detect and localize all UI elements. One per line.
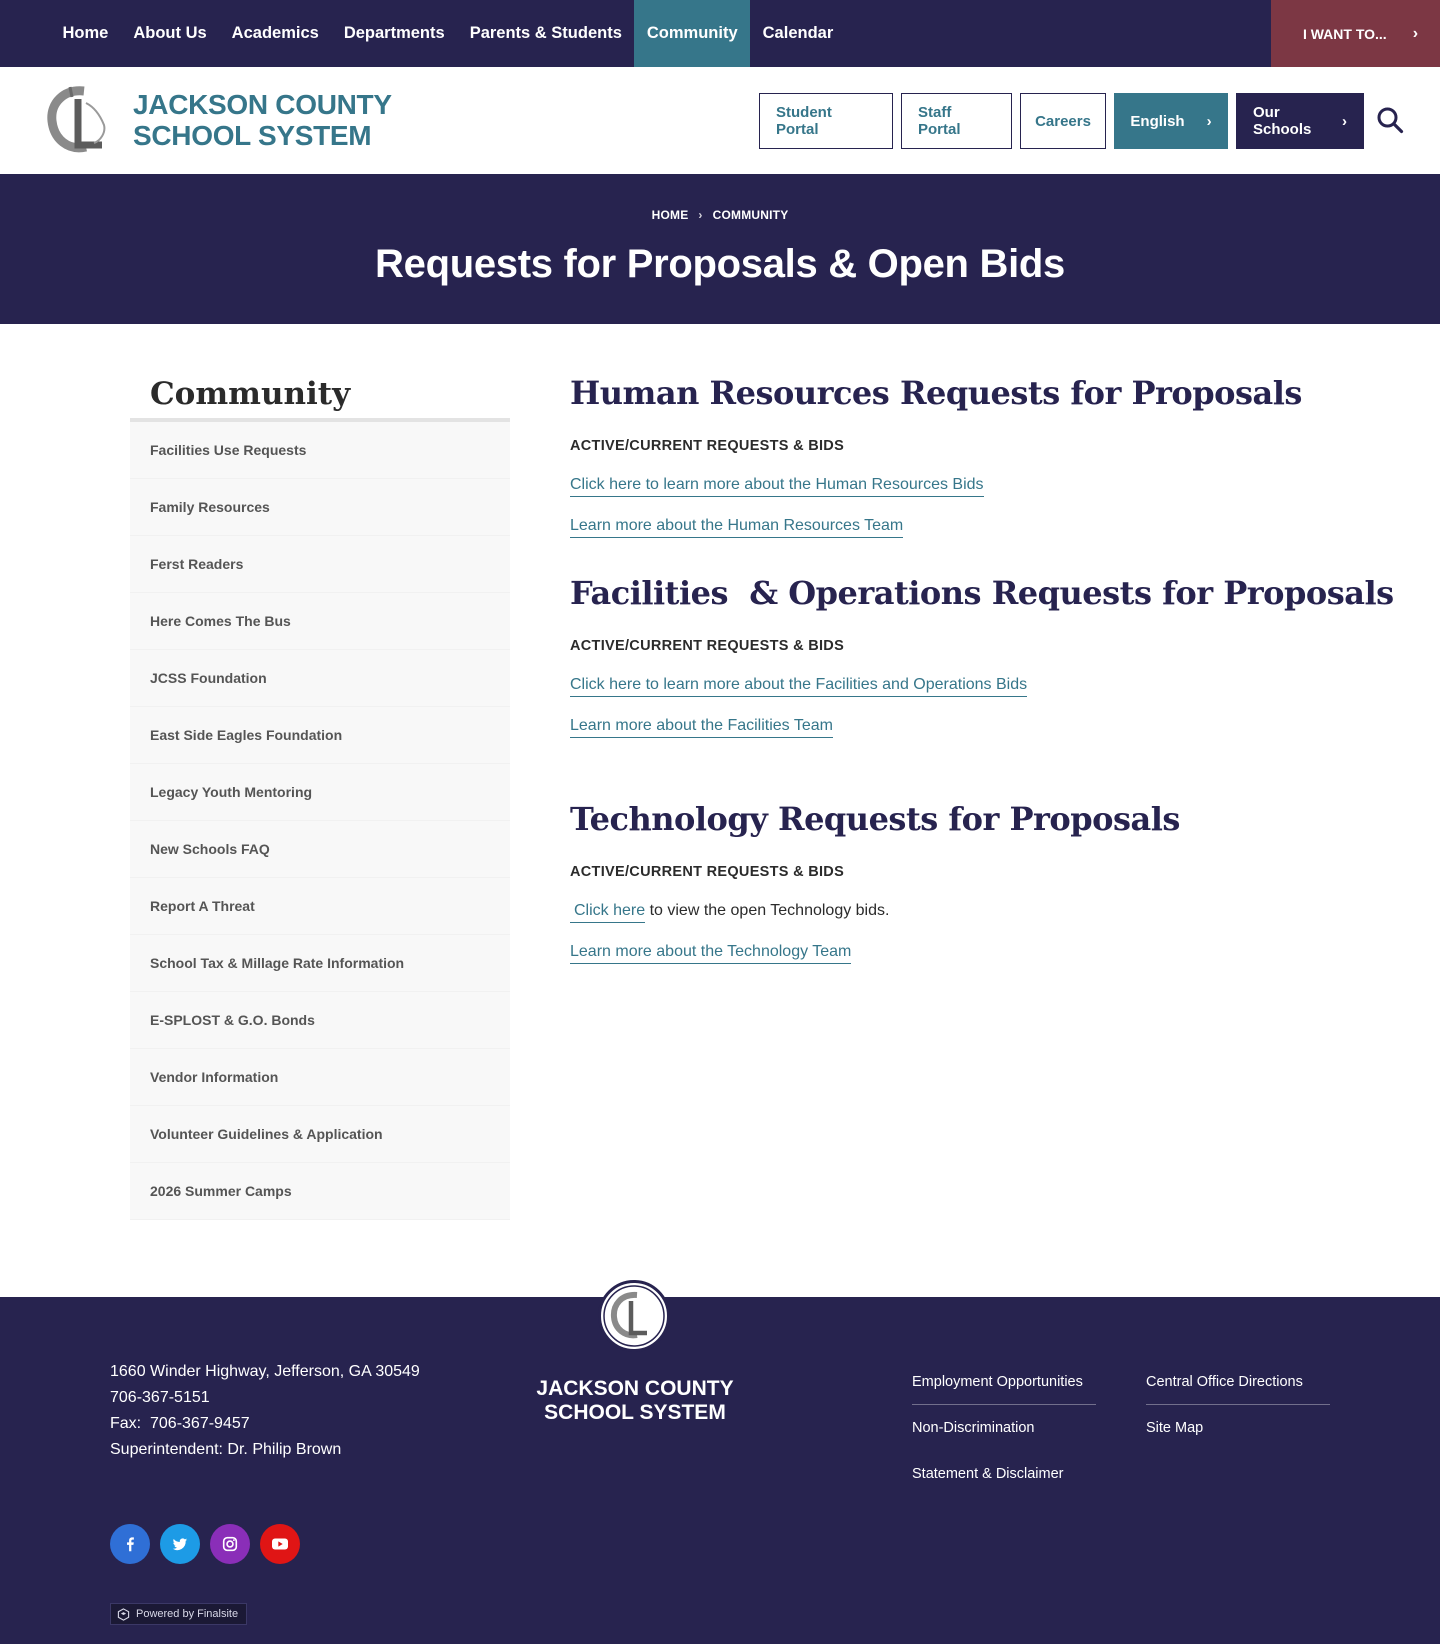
youtube-icon[interactable] <box>260 1524 300 1564</box>
page-banner <box>0 174 1440 324</box>
footer-address: 1660 Winder Highway, Jefferson, GA 30549 <box>110 1363 420 1380</box>
our-schools-label: Our Schools <box>1253 104 1312 138</box>
footer-links <box>912 1359 1332 1497</box>
main-content <box>0 324 1440 1297</box>
sidebar-item-facilities-use-requests[interactable]: Facilities Use Requests <box>130 422 510 479</box>
staff-portal-button[interactable]: Staff Portal <box>901 93 1012 149</box>
hr-section <box>570 374 1350 538</box>
breadcrumb-community[interactable]: COMMUNITY <box>712 208 789 222</box>
footer-link-statement[interactable]: Statement & Disclaimer <box>912 1466 1064 1482</box>
hr-team-link[interactable]: Learn more about the Human Resources Team <box>570 517 903 538</box>
page-title: Requests for Proposals & Open Bids <box>375 242 1065 286</box>
footer-link-directions[interactable]: Central Office Directions <box>1146 1359 1330 1405</box>
breadcrumb-home[interactable]: HOME <box>651 208 689 222</box>
facilities-bids-link[interactable]: Click here to learn more about the Facilities and Operations Bids <box>570 676 1027 697</box>
chevron-right-icon: › <box>1206 112 1212 130</box>
twitter-icon[interactable] <box>160 1524 200 1564</box>
powered-by-badge[interactable] <box>110 1603 247 1625</box>
footer-phone[interactable]: 706-367-5151 <box>110 1389 210 1406</box>
logo-line-1: JACKSON COUNTY <box>133 89 392 120</box>
site-logo[interactable] <box>44 85 392 155</box>
technology-team-link[interactable]: Learn more about the Technology Team <box>570 943 851 964</box>
nav-home[interactable]: Home <box>62 24 109 42</box>
facilities-team-link[interactable]: Learn more about the Facilities Team <box>570 717 833 738</box>
logo-line-2: SCHOOL SYSTEM <box>133 120 372 151</box>
footer-link-employment[interactable]: Employment Opportunities <box>912 1359 1096 1405</box>
hr-bids-link[interactable]: Click here to learn more about the Human Resources Bids <box>570 476 984 497</box>
i-want-to-button[interactable] <box>1271 0 1440 67</box>
sidebar-item-legacy-youth-mentoring[interactable]: Legacy Youth Mentoring <box>130 764 510 821</box>
language-label: English <box>1130 112 1185 130</box>
sidebar-item-report-a-threat[interactable]: Report A Threat <box>130 878 510 935</box>
technology-bids-paragraph <box>570 902 1350 923</box>
logo-text <box>133 89 392 151</box>
search-icon[interactable] <box>1376 106 1404 134</box>
facebook-icon[interactable] <box>110 1524 150 1564</box>
sidebar-item-family-resources[interactable]: Family Resources <box>130 479 510 536</box>
nav-parents-students[interactable]: Parents & Students <box>469 24 622 42</box>
facilities-section <box>570 574 1394 738</box>
language-select-button[interactable] <box>1114 93 1228 149</box>
sidebar-menu <box>130 422 510 1220</box>
site-footer <box>0 1297 1440 1644</box>
sidebar-item-here-comes-the-bus[interactable]: Here Comes The Bus <box>130 593 510 650</box>
footer-seal-logo[interactable] <box>598 1280 670 1352</box>
our-schools-button[interactable] <box>1236 93 1364 149</box>
footer-name-line-1: JACKSON COUNTY <box>536 1377 734 1400</box>
header-buttons <box>759 93 1364 149</box>
technology-section-title: Technology Requests for Proposals <box>570 800 1180 838</box>
technology-bids-text: to view the open Technology bids. <box>645 902 890 919</box>
section-sidebar <box>130 376 510 1220</box>
footer-school-name <box>520 1377 750 1425</box>
sidebar-item-ferst-readers[interactable]: Ferst Readers <box>130 536 510 593</box>
footer-superintendent: Superintendent: Dr. Philip Brown <box>110 1441 342 1458</box>
chevron-right-icon: › <box>1412 24 1419 42</box>
sidebar-item-volunteer-guidelines[interactable]: Volunteer Guidelines & Application <box>130 1106 510 1163</box>
sidebar-item-vendor-information[interactable]: Vendor Information <box>130 1049 510 1106</box>
nav-community[interactable]: Community <box>634 0 750 67</box>
student-portal-button[interactable]: Student Portal <box>759 93 893 149</box>
footer-fax: Fax: 706-367-9457 <box>110 1415 250 1432</box>
top-navigation <box>0 0 1440 67</box>
technology-section-subheading: ACTIVE/CURRENT REQUESTS & BIDS <box>570 864 845 880</box>
instagram-icon[interactable] <box>210 1524 250 1564</box>
hr-section-title: Human Resources Requests for Proposals <box>570 374 1302 412</box>
sidebar-item-esplost-go-bonds[interactable]: E-SPLOST & G.O. Bonds <box>130 992 510 1049</box>
footer-name-line-2: SCHOOL SYSTEM <box>544 1401 726 1424</box>
article-content <box>570 374 1394 964</box>
finalsite-icon <box>117 1608 130 1621</box>
sidebar-item-summer-camps[interactable]: 2026 Summer Camps <box>130 1163 510 1220</box>
sidebar-item-jcss-foundation[interactable]: JCSS Foundation <box>130 650 510 707</box>
sidebar-item-new-schools-faq[interactable]: New Schools FAQ <box>130 821 510 878</box>
hr-section-subheading: ACTIVE/CURRENT REQUESTS & BIDS <box>570 438 845 454</box>
sidebar-title: Community <box>130 376 510 422</box>
nav-academics[interactable]: Academics <box>231 24 319 42</box>
i-want-to-label: I WANT TO... <box>1302 25 1387 42</box>
careers-button[interactable]: Careers <box>1020 93 1106 149</box>
jcss-logo-icon <box>44 85 110 155</box>
technology-section <box>570 800 1350 964</box>
site-header <box>0 67 1440 174</box>
technology-click-here-link[interactable]: Click here <box>570 902 645 923</box>
powered-by-label: Powered by Finalsite <box>136 1608 239 1620</box>
facilities-section-title: Facilities & Operations Requests for Proposals <box>570 574 1394 612</box>
facilities-section-subheading: ACTIVE/CURRENT REQUESTS & BIDS <box>570 638 845 654</box>
chevron-right-icon: › <box>1342 112 1347 130</box>
footer-contact-info <box>110 1359 420 1463</box>
footer-link-site-map[interactable]: Site Map <box>1146 1420 1204 1436</box>
social-links <box>110 1524 300 1564</box>
sidebar-item-east-side-eagles-foundation[interactable]: East Side Eagles Foundation <box>130 707 510 764</box>
main-menu <box>0 0 846 67</box>
chevron-right-icon: › <box>698 208 703 222</box>
nav-about-us[interactable]: About Us <box>133 24 207 42</box>
breadcrumb <box>0 208 1440 222</box>
nav-calendar[interactable]: Calendar <box>762 24 834 42</box>
jcss-seal-icon <box>601 1283 667 1349</box>
sidebar-item-school-tax-millage[interactable]: School Tax & Millage Rate Information <box>130 935 510 992</box>
footer-link-non-discrimination[interactable]: Non-Discrimination <box>912 1420 1035 1436</box>
nav-departments[interactable]: Departments <box>343 24 445 42</box>
